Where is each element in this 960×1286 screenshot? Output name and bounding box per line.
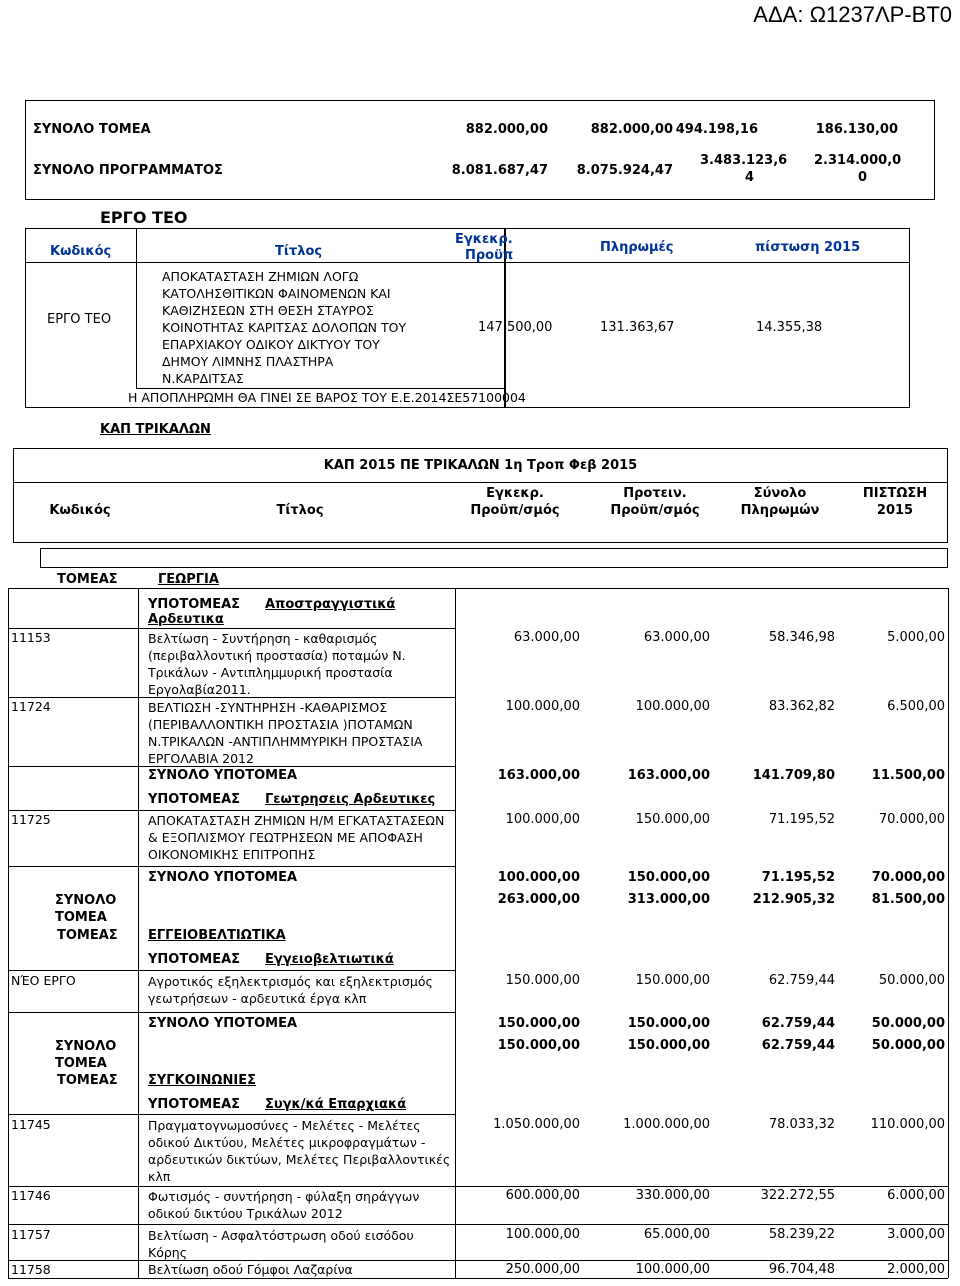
sector-sygk: ΣΥΓΚΟΙΝΩΝΙΕΣ <box>148 1073 256 1088</box>
row-11745-v3: 78.033,32 <box>768 1117 835 1132</box>
row-11724-title: ΒΕΛΤΙΩΣΗ -ΣΥΝΤΗΡΗΣΗ -ΚΑΘΑΡΙΣΜΟΣ (ΠΕΡΙΒΑΛΛΟΝΤΙΚΗ ΠΡΟΣΤΑΣΙΑ )ΠΟΤΑΜΩΝ Ν.ΤΡΙΚΑΛΩΝ -ΑΝΤΙΠΛΗΜΜΥΡΙΚΗ ΠΡΟΣΤΑΣΙΑ ΕΡΓΟΛΑΒΙΑ 2012 <box>148 700 423 766</box>
sector1-total-label: ΣΥΝΟΛΟ ΤΟΜΕΑ <box>55 893 117 925</box>
row-11725-v1: 100.000,00 <box>505 812 580 827</box>
tomeas-label-1: ΤΟΜΕΑΣ <box>57 572 118 587</box>
row-neo-v2: 150.000,00 <box>635 973 710 988</box>
sector2-total-label: ΣΥΝΟΛΟ ΤΟΜΕΑ <box>55 1039 117 1071</box>
tomeas-label-2: ΤΟΜΕΑΣ <box>57 928 118 943</box>
row-11745-v4: 110.000,00 <box>870 1117 945 1132</box>
subsector-2: Γεωτρησεις Αρδευτικες <box>265 792 436 807</box>
kap-col-credit-b: 2015 <box>876 503 914 518</box>
sector1-total-v4: 81.500,00 <box>871 892 945 907</box>
ergo-row-code: ΕΡΓΟ ΤΕΟ <box>47 312 112 327</box>
row-11746-v4: 6.000,00 <box>887 1188 945 1203</box>
row-11724-code: 11724 <box>11 699 51 714</box>
sector-total-v1: 882.000,00 <box>465 122 548 137</box>
row-11757-v4: 3.000,00 <box>887 1227 945 1242</box>
sector2-total-v2: 150.000,00 <box>627 1038 710 1053</box>
sub1-total-label: ΣΥΝΟΛΟ ΥΠΟΤΟΜΕΑ <box>148 768 298 783</box>
ergo-col-code: Κωδικός <box>50 244 112 259</box>
row-11758-v1: 250.000,00 <box>505 1262 580 1277</box>
subsector-3: Εγγειοβελτιωτικά <box>265 952 394 967</box>
row-11757-v1: 100.000,00 <box>505 1227 580 1242</box>
top-totals-box <box>25 100 935 200</box>
kap-col-credit-a: ΠΙΣΤΩΣΗ <box>862 486 928 501</box>
row-11724-v4: 6.500,00 <box>887 699 945 714</box>
program-total-v3b: 4 <box>745 170 755 185</box>
ergo-col-payments: Πληρωμές <box>600 240 674 255</box>
sub2-total-v4: 70.000,00 <box>871 870 945 885</box>
sub3-total-v3: 62.759,44 <box>761 1016 835 1031</box>
kap-spacer-box <box>40 548 948 568</box>
sub2-total-v2: 150.000,00 <box>627 870 710 885</box>
ypotomeas-label-1: ΥΠΟΤΟΜΕΑΣ <box>148 597 241 612</box>
row-11725-v4: 70.000,00 <box>878 812 945 827</box>
program-total-v4b: 0 <box>858 170 868 185</box>
row-11724-v3: 83.362,82 <box>768 699 835 714</box>
sub1-total-v4: 11.500,00 <box>871 768 945 783</box>
row-11758-code: 11758 <box>11 1262 51 1277</box>
sector2-total-v4: 50.000,00 <box>871 1038 945 1053</box>
row-11153-v2: 63.000,00 <box>643 630 710 645</box>
row-11725-v3: 71.195,52 <box>768 812 835 827</box>
row-neo-v3: 62.759,44 <box>768 973 835 988</box>
row-neo-v1: 150.000,00 <box>505 973 580 988</box>
row-neo-title: Αγροτικός εξηλεκτρισμός και εξηλεκτρισμός γεωτρήσεων - αρδευτικά έργα κλπ <box>148 974 433 1006</box>
kap-col-proposed-b: Προϋπ/σμός <box>610 503 700 518</box>
subsector-1b: Αρδευτικα <box>148 612 224 627</box>
ypotomeas-label-2: ΥΠΟΤΟΜΕΑΣ <box>148 792 241 807</box>
sub1-total-v2: 163.000,00 <box>627 768 710 783</box>
row-11153-code: 11153 <box>11 630 51 645</box>
sub2-total-v1: 100.000,00 <box>497 870 580 885</box>
row-11725-title: ΑΠΟΚΑΤΑΣΤΑΣΗ ΖΗΜΙΩΝ Η/Μ ΕΓΚΑΤΑΣΤΑΣΕΩΝ & ΕΞΟΠΛΙΣΜΟΥ ΓΕΩΤΡΗΣΕΩΝ ΜΕ ΑΠΟΦΑΣΗ ΟΙΚΟΝΟΜΙΚΗΣ ΕΠΙΤΡΟΠΗΣ <box>148 813 445 862</box>
tomeas-label-3: ΤΟΜΕΑΣ <box>57 1073 118 1088</box>
kap-col-title: Τίτλος <box>276 503 324 518</box>
ergo-row-credit: 14.355,38 <box>756 320 823 335</box>
kap-col-code: Κωδικός <box>49 503 111 518</box>
program-total-v1: 8.081.687,47 <box>451 163 548 178</box>
row-11153-v1: 63.000,00 <box>513 630 580 645</box>
ergo-row-payments: 131.363,67 <box>600 320 675 335</box>
row-11745-code: 11745 <box>11 1117 51 1132</box>
row-11746-v2: 330.000,00 <box>635 1188 710 1203</box>
row-11745-v2: 1.000.000,00 <box>623 1117 710 1132</box>
sector1-total-v2: 313.000,00 <box>627 892 710 907</box>
sector1-total-v3: 212.905,32 <box>752 892 835 907</box>
row-neo-code: ΝΈΟ ΕΡΓΟ <box>11 973 76 988</box>
ergo-note: Η ΑΠΟΠΛΗΡΩΜΗ ΘΑ ΓΙΝΕΙ ΣΕ ΒΑΡΟΣ ΤΟΥ Ε.Ε.2014ΣΕ57100004 <box>128 390 526 405</box>
row-11725-code: 11725 <box>11 812 51 827</box>
row-11758-v4: 2.000,00 <box>887 1262 945 1277</box>
sector2-total-v1: 150.000,00 <box>497 1038 580 1053</box>
subsector-1a: Αποστραγγιστικά <box>265 597 396 612</box>
sub3-total-v4: 50.000,00 <box>871 1016 945 1031</box>
program-total-v3a: 3.483.123,6 <box>700 153 788 168</box>
row-11724-v1: 100.000,00 <box>505 699 580 714</box>
kap-col-proposed-a: Προτειν. <box>623 486 687 501</box>
row-11746-v3: 322.272,55 <box>760 1188 835 1203</box>
row-11757-v2: 65.000,00 <box>643 1227 710 1242</box>
kap-col-approved-b: Προϋπ/σμός <box>470 503 560 518</box>
sector-total-label: ΣΥΝΟΛΟ ΤΟΜΕΑ <box>33 122 151 137</box>
ergo-col-title: Τίτλος <box>275 244 323 259</box>
row-11746-v1: 600.000,00 <box>505 1188 580 1203</box>
ergo-col-approved-b: Προϋπ <box>465 248 514 263</box>
program-total-v2: 8.075.924,47 <box>576 163 673 178</box>
row-11153-v3: 58.346,98 <box>768 630 835 645</box>
sub2-total-v3: 71.195,52 <box>761 870 835 885</box>
sector2-total-v3: 62.759,44 <box>761 1038 835 1053</box>
row-11746-title: Φωτισμός - συντήρηση - φύλαξη σηράγγων οδικού δικτύου Τρικάλων 2012 <box>148 1189 420 1221</box>
kap-table-title: ΚΑΠ 2015 ΠΕ ΤΡΙΚΑΛΩΝ 1η Τροπ Φεβ 2015 <box>323 458 638 473</box>
program-total-v4a: 2.314.000,0 <box>814 153 902 168</box>
row-11757-v3: 58.239,22 <box>768 1227 835 1242</box>
ergo-col-credit: πίστωση 2015 <box>755 240 861 255</box>
ergo-row-approved: 147.500,00 <box>478 320 553 335</box>
sector-georgia: ΓΕΩΡΓΙΑ <box>158 572 219 587</box>
row-11758-title: Βελτίωση οδού Γόμφοι Λαζαρίνα <box>148 1262 353 1277</box>
sub2-total-label: ΣΥΝΟΛΟ ΥΠΟΤΟΜΕΑ <box>148 870 298 885</box>
ada-code: ΑΔΑ: Ω1237ΛΡ-ΒΤ0 <box>753 2 952 27</box>
row-11153-title: Βελτίωση - Συντήρηση - καθαρισμός (περιβαλλοντική προστασία) ποταμών Ν. Τρικάλων - Αντιπλημμυρική προστασία Εργολαβία2011. <box>148 631 406 697</box>
row-11757-code: 11757 <box>11 1227 51 1242</box>
row-11758-v2: 100.000,00 <box>635 1262 710 1277</box>
row-11724-v2: 100.000,00 <box>635 699 710 714</box>
sub3-total-v1: 150.000,00 <box>497 1016 580 1031</box>
ergo-teo-right-box <box>505 228 910 408</box>
program-total-label: ΣΥΝΟΛΟ ΠΡΟΓΡΑΜΜΑΤΟΣ <box>33 163 223 178</box>
ypotomeas-label-4: ΥΠΟΤΟΜΕΑΣ <box>148 1097 241 1112</box>
row-11725-v2: 150.000,00 <box>635 812 710 827</box>
ergo-col-approved-a: Εγκεκρ. <box>455 232 513 247</box>
row-11745-v1: 1.050.000,00 <box>493 1117 580 1132</box>
row-11153-v4: 5.000,00 <box>887 630 945 645</box>
subsector-4: Συγκ/κά Επαρχιακά <box>265 1097 407 1112</box>
row-11757-title: Βελτίωση - Ασφαλτόστρωση οδού εισόδου Κόρης <box>148 1228 414 1260</box>
sector-total-v2: 882.000,00 <box>590 122 673 137</box>
sub1-total-v1: 163.000,00 <box>497 768 580 783</box>
sub1-total-v3: 141.709,80 <box>752 768 835 783</box>
kap-col-total-a: Σύνολο <box>753 486 807 501</box>
ergo-row-title: ΑΠΟΚΑΤΑΣΤΑΣΗ ΖΗΜΙΩΝ ΛΟΓΩ ΚΑΤΟΛΗΣΘΙΤΙΚΩΝ ΦΑΙΝΟΜΕΝΩΝ ΚΑΙ ΚΑΘΙΖΗΣΕΩΝ ΣΤΗ ΘΕΣΗ ΣΤΑΥΡΟΣ ΚΟΙΝΟΤΗΤΑΣ ΚΑΡΙΤΣΑΣ ΔΟΛΟΠΩΝ ΤΟΥ ΕΠΑΡΧΙΑΚΟΥ ΟΔΙΚΟΥ ΔΙΚΤΥΟΥ ΤΟΥ ΔΗΜΟΥ ΛΙΜΝΗΣ ΠΛΑΣΤΗΡΑ Ν.ΚΑΡΔΙΤΣΑΣ <box>162 269 407 386</box>
ergo-teo-title: ΕΡΓΟ ΤΕΟ <box>100 208 188 227</box>
sub3-total-label: ΣΥΝΟΛΟ ΥΠΟΤΟΜΕΑ <box>148 1016 298 1031</box>
kap-col-approved-a: Εγκεκρ. <box>486 486 544 501</box>
row-11745-title: Πραγματογνωμοσύνες - Μελέτες - Μελέτες οδικού Δικτύου, Μελέτες μικροφραγμάτων - αρδευτικών δικτύων, Μελέτες Περιβαλλοντικές κλπ <box>148 1118 451 1184</box>
sub3-total-v2: 150.000,00 <box>627 1016 710 1031</box>
row-11746-code: 11746 <box>11 1188 51 1203</box>
sector1-total-v1: 263.000,00 <box>497 892 580 907</box>
sector-total-v3: 494.198,16 <box>675 122 758 137</box>
kap-heading: ΚΑΠ ΤΡΙΚΑΛΩΝ <box>100 422 211 437</box>
row-neo-v4: 50.000,00 <box>878 973 945 988</box>
sector-eggeio: ΕΓΓΕΙΟΒΕΛΤΙΩΤΙΚΑ <box>148 928 286 943</box>
ypotomeas-label-3: ΥΠΟΤΟΜΕΑΣ <box>148 952 241 967</box>
row-11758-v3: 96.704,48 <box>768 1262 835 1277</box>
sector-total-v4: 186.130,00 <box>815 122 898 137</box>
kap-col-total-b: Πληρωμών <box>740 503 820 518</box>
